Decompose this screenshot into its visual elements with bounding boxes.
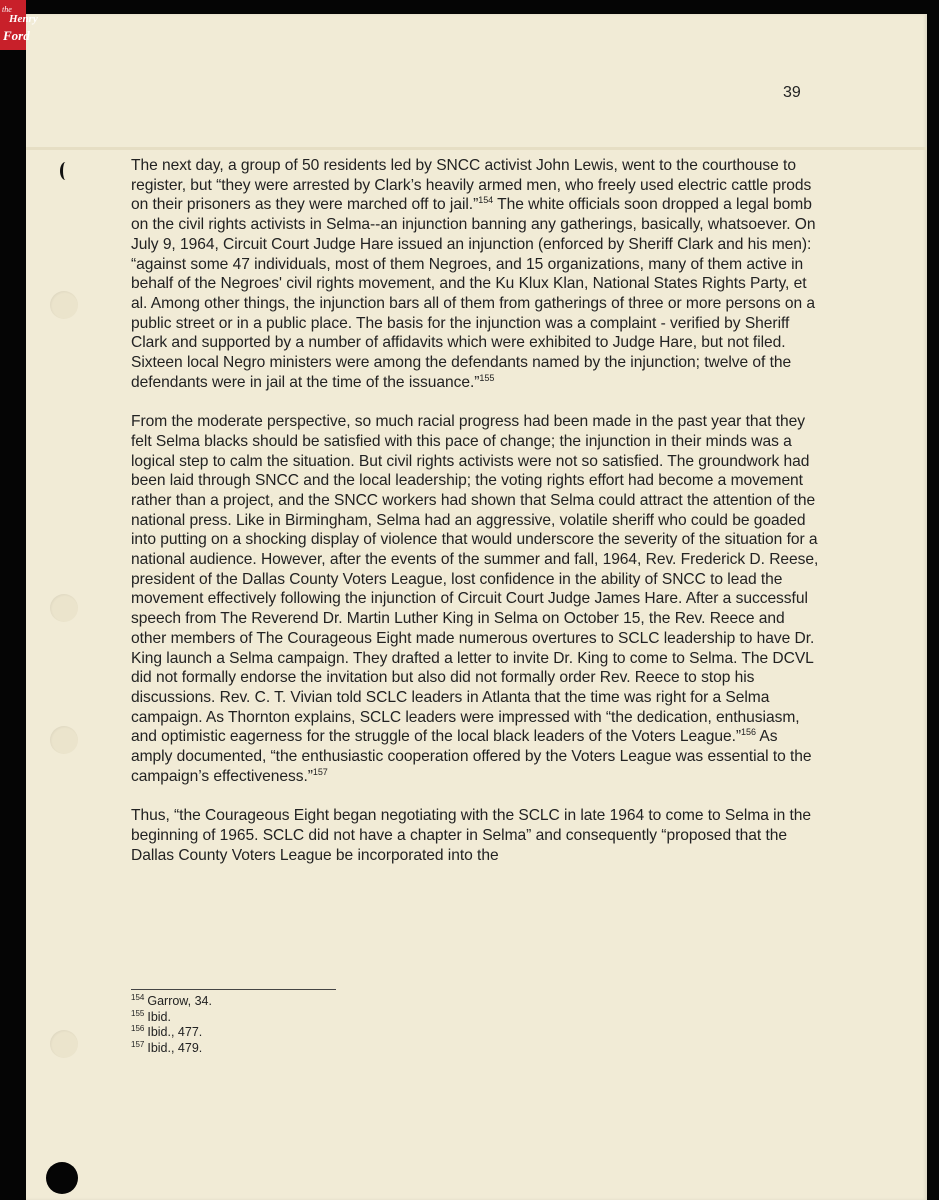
document-page bbox=[26, 14, 927, 1200]
paragraph bbox=[131, 412, 821, 786]
footnote bbox=[131, 1010, 212, 1026]
punch-hole bbox=[50, 594, 78, 622]
footnote-number: 156 bbox=[131, 1024, 145, 1033]
paragraph-text: Thus, “the Courageous Eight began negotiating with the SCLC in late 1964 to come to Selma in the beginning of 1965. SCLC did not have a chapter in Selma” and consequently “proposed that the Dallas County Voters League be incorporated into the bbox=[131, 807, 812, 864]
footnote-number: 155 bbox=[131, 1008, 145, 1018]
footnote-number: 157 bbox=[131, 1039, 145, 1049]
henry-ford-logo bbox=[0, 0, 38, 50]
logo-the: the bbox=[2, 5, 12, 14]
body-text bbox=[131, 156, 821, 885]
paragraph-text: As amply documented, “the enthusiastic cooperation offered by the Voters League was essential to the campaign’s effectiveness.” bbox=[131, 728, 812, 785]
footnote-marker: 156 bbox=[741, 727, 756, 738]
paragraph-text: From the moderate perspective, so much racial progress had been made in the past year that they felt Selma blacks should be satisfied with this pace of change; the injunction in their minds was a logical step to calm the situation. But civil rights activists were not so satisfied. The groundwork had been laid through SNCC and the local leadership; the voting rights effort had become a movement rather than a project, and the SNCC workers had shown that Selma could attract the attention of the national press. Like in Birmingham, Selma had an aggressive, volatile sheriff who could be goaded into putting on a shocking display of violence that would underscore the severity of the situation for a national audience. However, after the events of the summer and fall, 1964, Rev. Frederick D. Reese, president of the Dallas County Voters League, lost confidence in the ability of SNCC to lead the movement effectively following the injunction of Circuit Court Judge James Hare. After a successful speech from The Reverend Dr. Martin Luther King in Selma on October 15, the Rev. Reece and other members of The Courageous Eight made numerous overtures to SCLC leadership to have Dr. King launch a Selma campaign. They drafted a letter to invite Dr. King to come to Selma. The DCVL did not formally endorse the invitation but also did not formally order Rev. Reece to stop his discussions. Rev. C. T. Vivian told SCLC leaders in Atlanta that the time was right for a Selma campaign. As Thornton explains, SCLC leaders were impressed with “the dedication, enthusiasm, and optimistic eagerness for the struggle of the local black leaders of the Voters League.” bbox=[131, 413, 819, 746]
footnote-rule bbox=[131, 989, 336, 990]
footnotes bbox=[131, 994, 212, 1056]
paragraph bbox=[131, 156, 821, 392]
footnote-marker: 155 bbox=[479, 372, 495, 383]
page-number: 39 bbox=[783, 84, 801, 101]
footnote bbox=[131, 1025, 212, 1041]
paragraph-text: The white officials soon dropped a legal bomb on the civil rights activists in Selma--an injunction banning any gatherings, basically, whatsoever. On July 9, 1964, Circuit Court Judge Hare issued an injunction (enforced by Sheriff Clark and his men): “against some 47 individuals, most of them Negroes, and 15 organizations, many of them active in behalf of the Negroes' civil rights movement, and the Ku Klux Klan, National States Rights Party, et al. Among other things, the injunction bars all of them from gatherings of three or more persons on a public street or in a public place. The basis for the injunction was a complaint - verified by Sheriff Clark and supported by a number of affidavits which were exhibited to Judge Hare, but not filed. Sixteen local Negro ministers were among the defendants named by the injunction; twelve of the defendants were in jail at the time of the issuance.” bbox=[131, 196, 816, 391]
paragraph bbox=[131, 806, 821, 865]
paragraph-text: The next day, a group of 50 residents led by SNCC activist John Lewis, went to the courthouse to register, but “they were arrested by Clark’s heavily armed men, who freely used electric cattle prods on their prisoners as they were marched off to jail.” bbox=[131, 157, 812, 214]
footnote-text: Ibid., 479. bbox=[147, 1040, 203, 1055]
punch-hole-dark bbox=[46, 1162, 78, 1194]
footnote-text: Ibid. bbox=[147, 1009, 171, 1024]
footnote-text: Ibid., 477. bbox=[147, 1025, 203, 1039]
footnote-marker: 154 bbox=[478, 195, 494, 206]
footnote bbox=[131, 1041, 212, 1057]
footnote-marker: 157 bbox=[312, 766, 328, 777]
page-fold-line bbox=[26, 147, 927, 150]
binding-mark bbox=[60, 162, 71, 180]
footnote bbox=[131, 994, 212, 1010]
punch-hole bbox=[50, 726, 78, 754]
footnote-number: 154 bbox=[131, 993, 145, 1002]
logo-ford: Ford bbox=[3, 28, 30, 43]
footnote-text: Garrow, 34. bbox=[147, 994, 212, 1008]
punch-hole bbox=[50, 1030, 78, 1058]
punch-hole bbox=[50, 291, 78, 319]
logo-henry: Henry bbox=[9, 13, 38, 25]
